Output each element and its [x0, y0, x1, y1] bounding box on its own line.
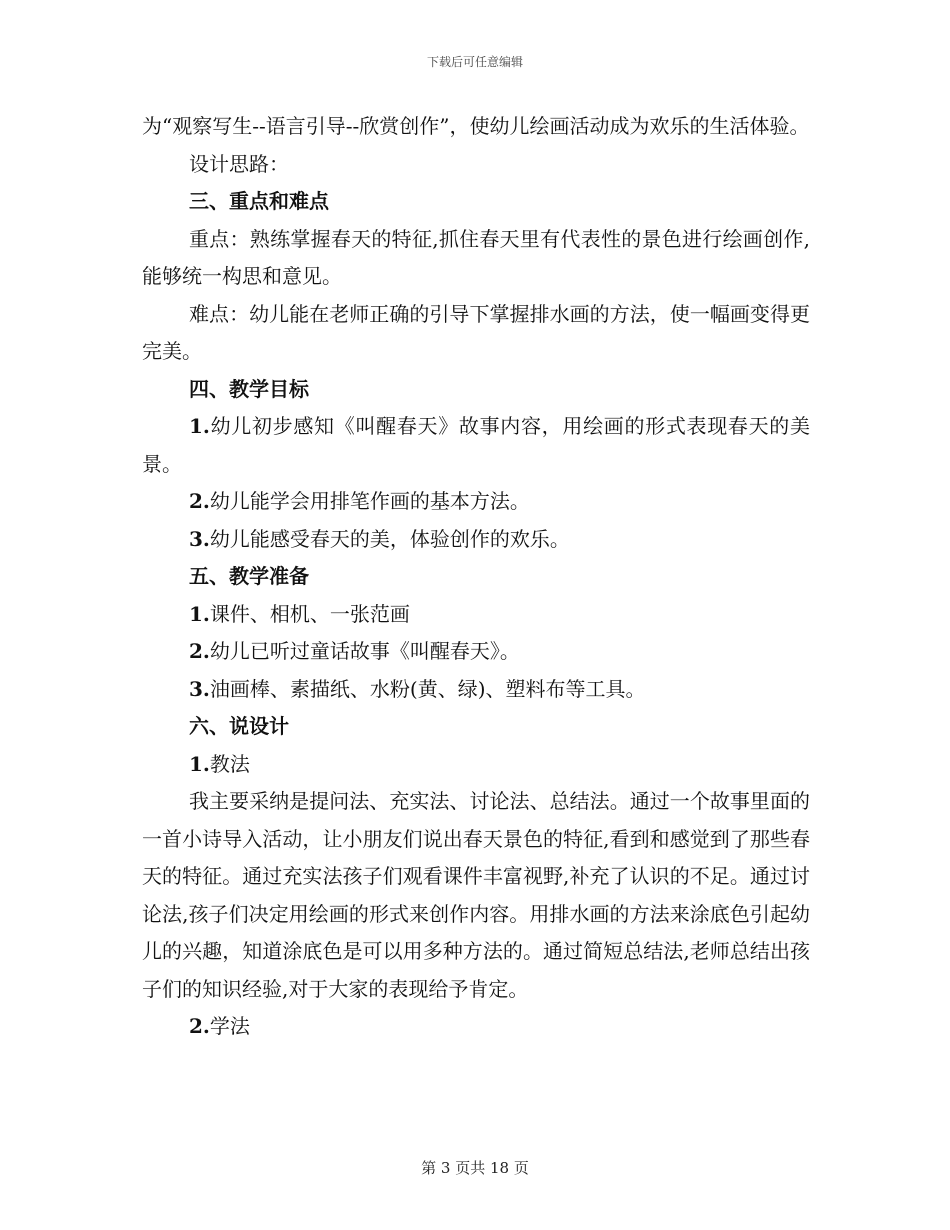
paragraph: 设计思路： — [189, 151, 289, 176]
paragraph: 难点：幼儿能在老师正确的引导下掌握排水画的方法，使一幅画变得更完美。 — [142, 301, 810, 363]
list-item — [142, 596, 810, 634]
list-text: 幼儿初步感知《叫醒春天》故事内容，用绘画的形式表现春天的美景。 — [142, 414, 810, 476]
list-number: 3. — [189, 526, 210, 551]
list-number: 1. — [189, 414, 210, 438]
list-number: 1. — [189, 601, 210, 626]
list-item — [142, 483, 810, 521]
list-number: 2. — [189, 489, 210, 513]
list-number: 2. — [189, 1014, 210, 1038]
list-item — [142, 633, 810, 671]
list-item — [142, 521, 810, 559]
list-number: 1. — [189, 751, 210, 776]
list-text: 幼儿能感受春天的美，体验创作的欢乐。 — [209, 526, 570, 551]
section-heading: 四、教学目标 — [189, 376, 309, 401]
list-item — [142, 746, 810, 784]
page-header: 下载后可任意编辑 — [426, 55, 523, 69]
list-item — [142, 408, 810, 483]
section-heading: 五、教学准备 — [189, 564, 309, 588]
section-heading: 六、说设计 — [189, 714, 289, 738]
list-item — [142, 1008, 810, 1046]
list-number: 3. — [189, 676, 210, 701]
list-text: 课件、相机、一张范画 — [209, 601, 410, 626]
paragraph: 重点：熟练掌握春天的特征,抓住春天里有代表性的景色进行绘画创作,能够统一构思和意见。 — [142, 226, 810, 288]
paragraph: 我主要采纳是提问法、充实法、讨论法、总结法。通过一个故事里面的一首小诗导入活动，让小朋友们说出春天景色的特征,看到和感觉到了那些春天的特征。通过充实法孩子们观看课件丰富视野,补充了认识的不足。通过讨论法,孩子们决定用绘画的形式来创作内容。用排水画的方法来涂底色引起幼儿的兴趣，知道涂底色是可以用多种方法的。通过简短总结法,老师总结出孩子们的知识经验,对于大家的表现给予肯定。 — [142, 789, 810, 1001]
list-text: 教法 — [209, 751, 250, 776]
section-heading: 三、重点和难点 — [189, 189, 329, 213]
list-number: 2. — [189, 639, 210, 663]
list-text: 油画棒、素描纸、水粉(黄、绿)、塑料布等工具。 — [209, 676, 646, 701]
list-text: 学法 — [209, 1014, 250, 1038]
document-body — [142, 108, 810, 1046]
list-item — [142, 671, 810, 709]
page-footer: 第 3 页共 18 页 — [421, 1159, 529, 1177]
list-text: 幼儿能学会用排笔作画的基本方法。 — [209, 489, 530, 513]
paragraph: 为“观察写生--语言引导--欣赏创作”，使幼儿绘画活动成为欢乐的生活体验。 — [142, 114, 810, 138]
list-text: 幼儿已听过童话故事《叫醒春天》。 — [209, 639, 520, 663]
